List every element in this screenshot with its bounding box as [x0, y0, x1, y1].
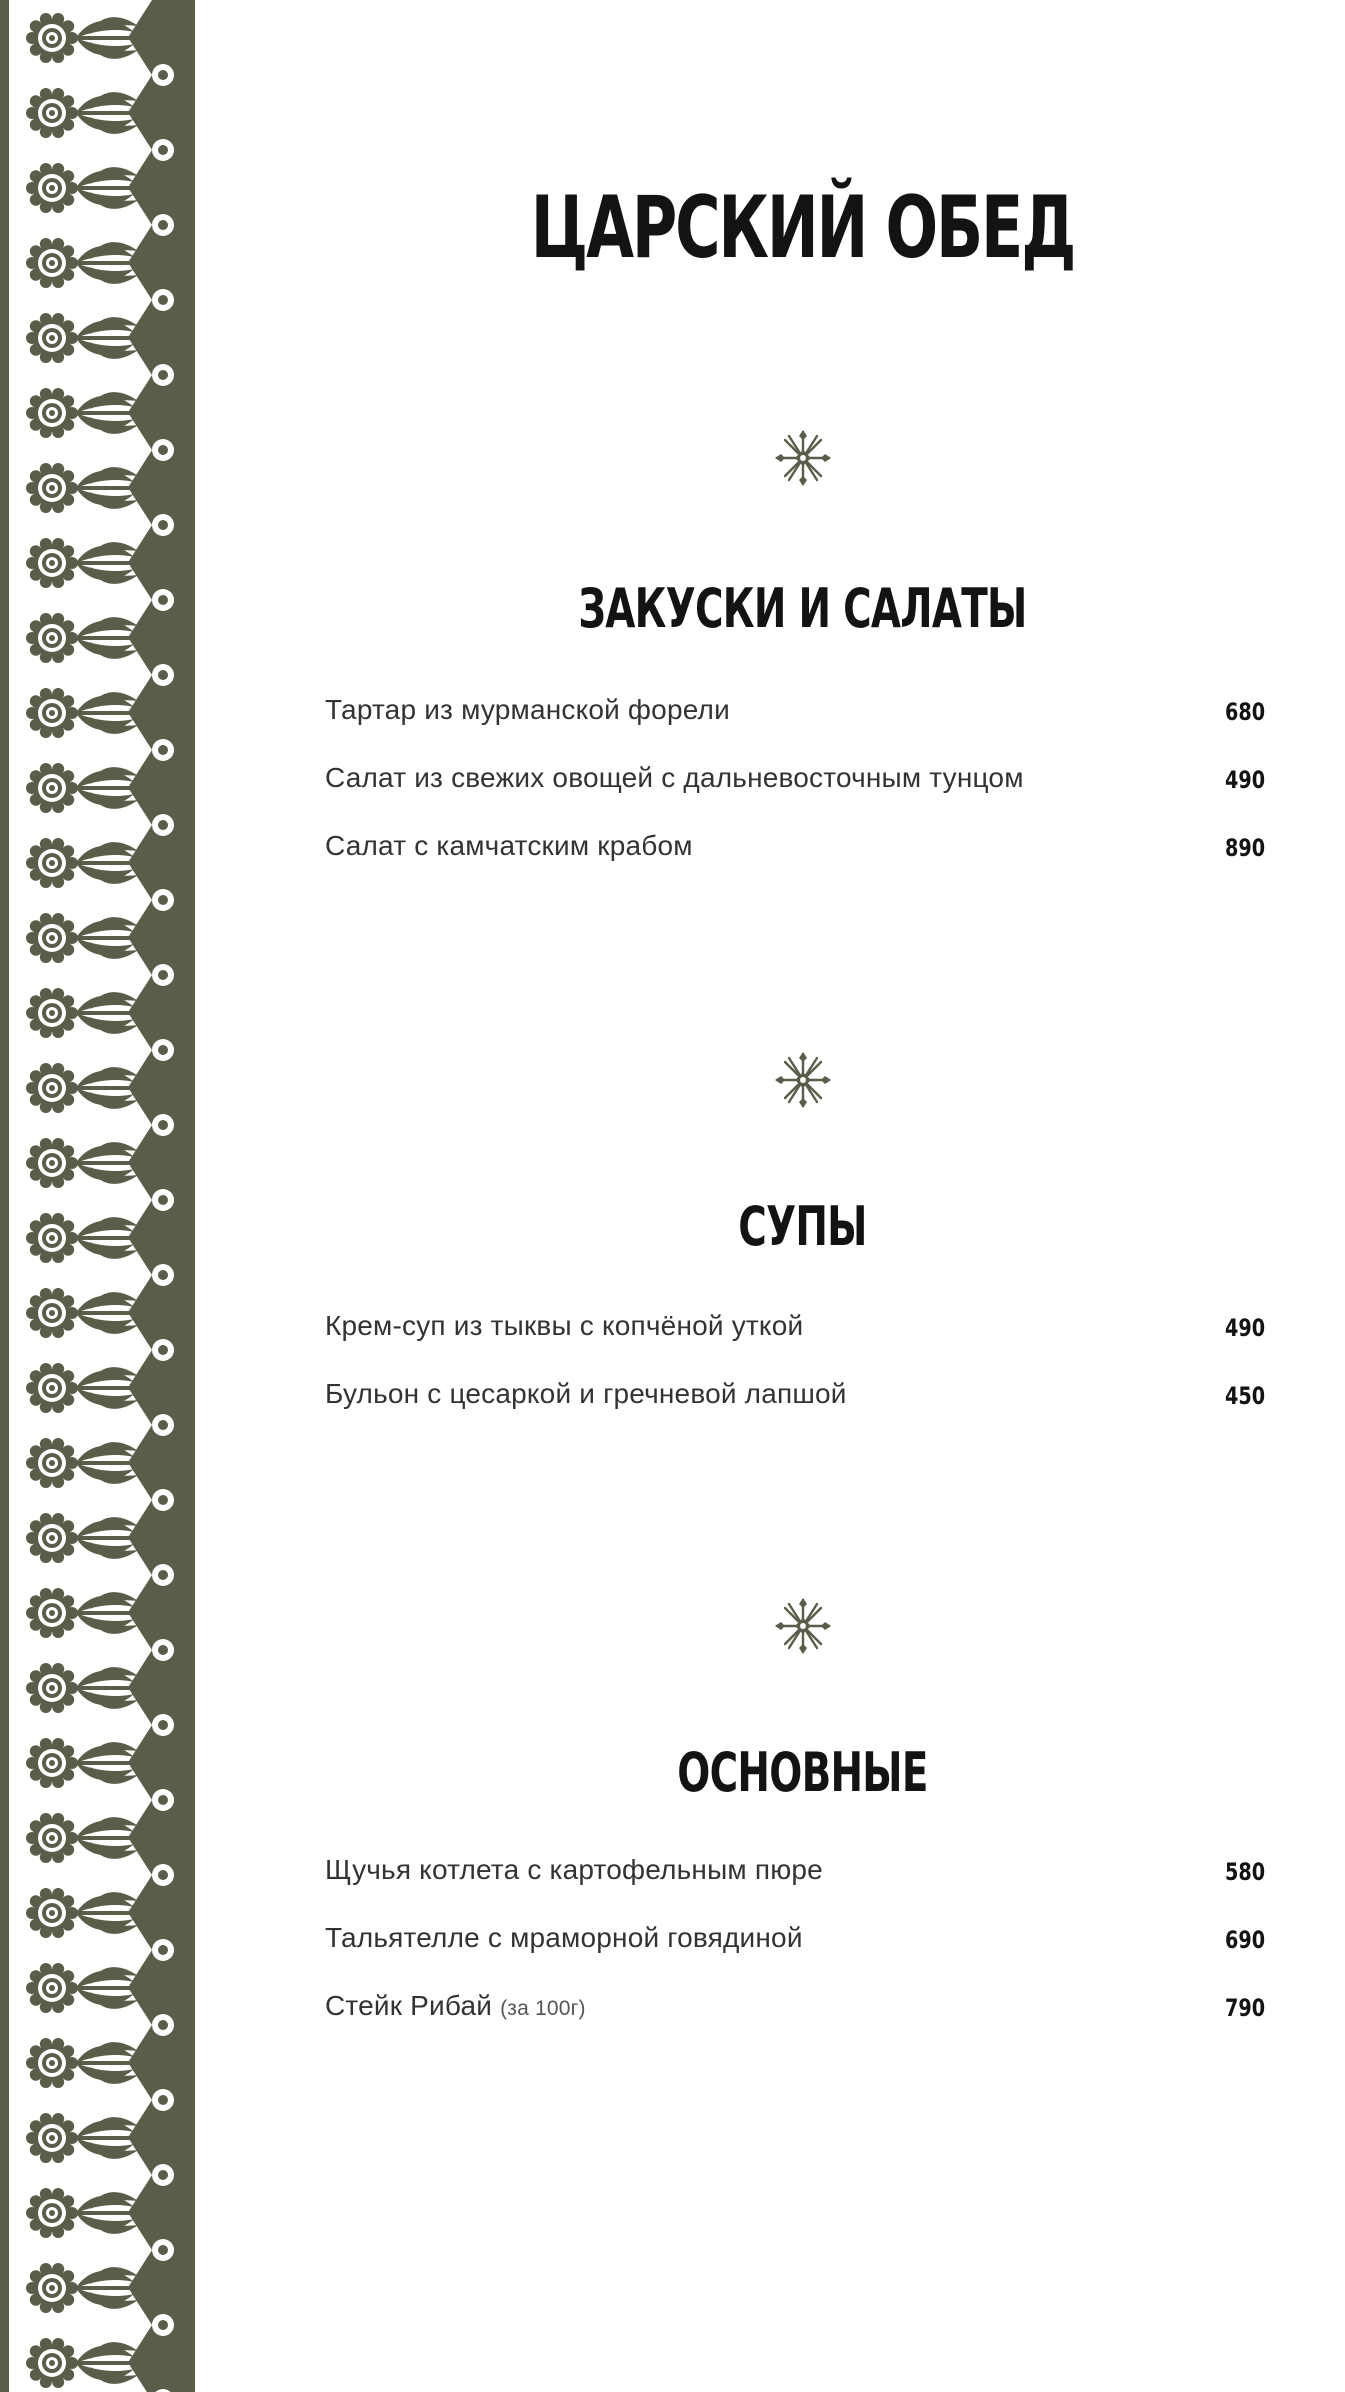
snowflake-ornament-icon	[775, 430, 831, 486]
menu-item	[325, 1854, 1265, 1894]
folk-pattern-icon	[0, 0, 195, 2392]
menu-page	[325, 0, 1265, 2392]
snowflake-ornament-icon	[775, 1598, 831, 1654]
item-name: Тартар из мурманской форели	[325, 694, 730, 725]
section-title: ОСНОВНЫЕ	[677, 1741, 928, 1804]
menu-item	[325, 1378, 1265, 1418]
menu-item	[325, 830, 1265, 870]
snowflake-ornament-icon	[775, 1052, 831, 1108]
item-name: Крем-суп из тыквы с копчёной уткой	[325, 1310, 804, 1341]
menu-item	[325, 694, 1265, 734]
item-price: 490	[1224, 766, 1265, 794]
item-note: (за 100г)	[500, 1997, 586, 2020]
item-name: Тальятелле с мраморной говядиной	[325, 1922, 803, 1953]
section-title: СУПЫ	[738, 1195, 867, 1258]
item-price: 690	[1224, 1926, 1265, 1954]
item-name: Бульон с цесаркой и гречневой лапшой	[325, 1378, 847, 1409]
item-name	[325, 1990, 586, 2022]
menu-item	[325, 1990, 1265, 2030]
item-name: Салат с камчатским крабом	[325, 830, 693, 861]
item-price: 680	[1224, 698, 1265, 726]
item-price: 450	[1224, 1382, 1265, 1410]
menu-item	[325, 762, 1265, 802]
ornamental-border	[0, 0, 195, 2392]
item-price: 790	[1224, 1994, 1265, 2022]
menu-title: ЦАРСКИЙ ОБЕД	[530, 178, 1075, 278]
item-price: 580	[1224, 1858, 1265, 1886]
item-name: Щучья котлета с картофельным пюре	[325, 1854, 823, 1885]
item-name: Салат из свежих овощей с дальневосточным тунцом	[325, 762, 1024, 793]
item-name-text: Стейк Рибай	[325, 1990, 493, 2021]
item-price: 890	[1224, 834, 1265, 862]
section-title: ЗАКУСКИ И САЛАТЫ	[578, 577, 1027, 640]
item-price: 490	[1224, 1314, 1265, 1342]
menu-item	[325, 1922, 1265, 1962]
menu-item	[325, 1310, 1265, 1350]
